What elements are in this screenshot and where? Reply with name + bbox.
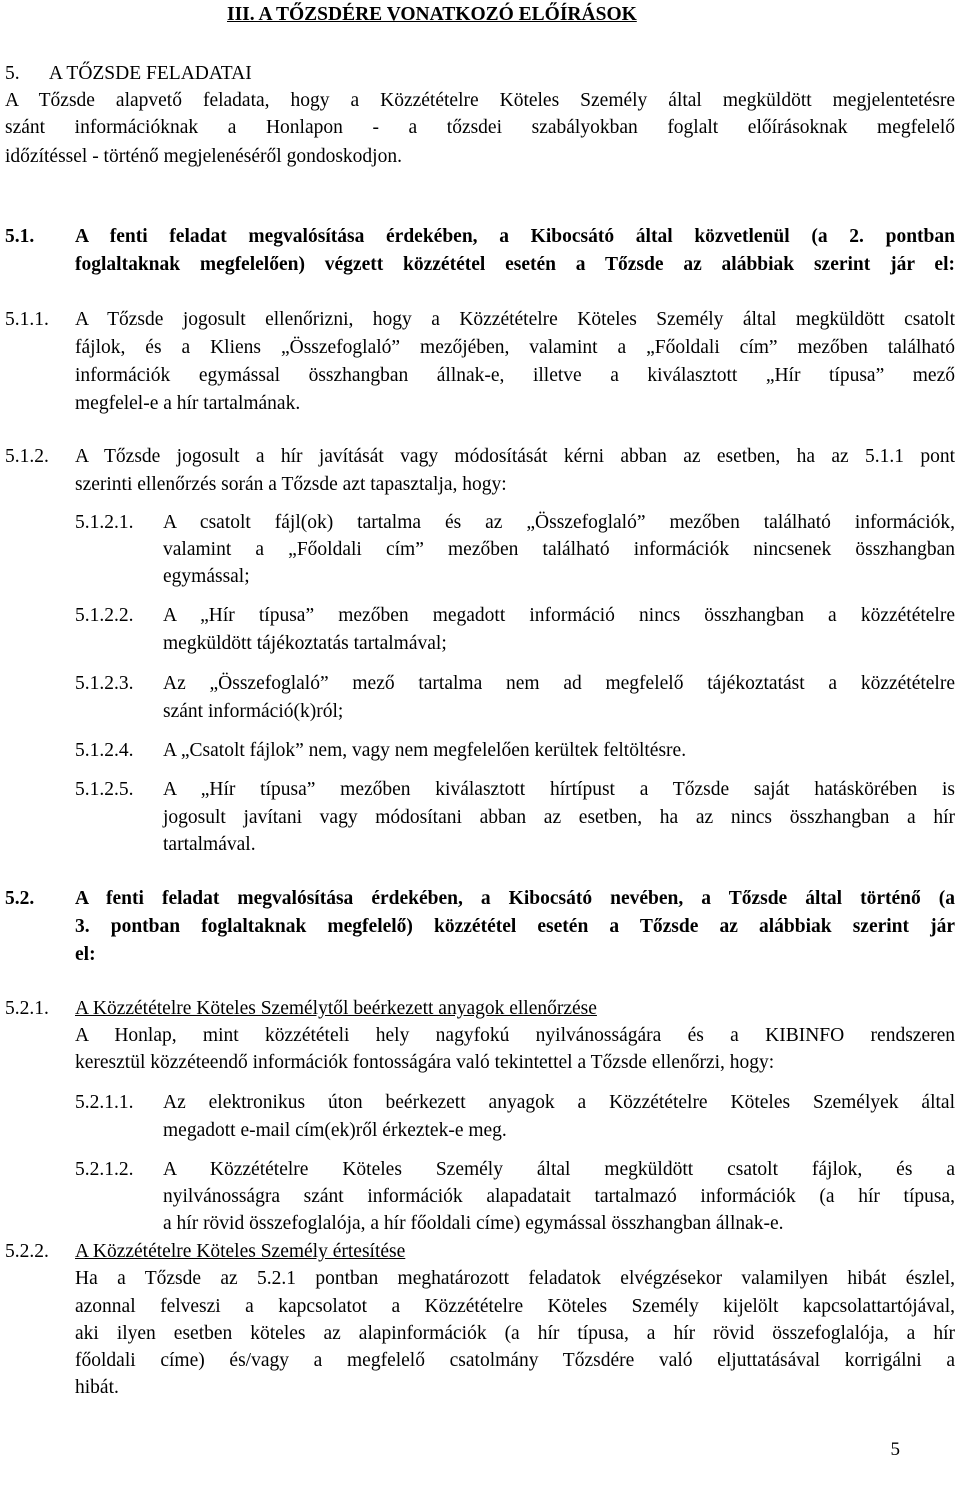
item-5-1-1-line-4: megfelel-e a hír tartalmának.: [75, 393, 301, 414]
item-5-1-2-1-number: 5.1.2.1.: [75, 512, 134, 533]
section-5-1-number: 5.1.: [5, 226, 35, 247]
item-5-2-2-line-3: aki ilyen esetben köteles az alapinformációk (a hír típusa, a hír rövid összefoglalója, a hír: [75, 1323, 955, 1344]
section-5-line-2: szánt információknak a Honlapon - a tőzsdei szabályokban foglalt előírásoknak megfelelő: [5, 117, 955, 138]
item-5-1-2-4-number: 5.1.2.4.: [75, 740, 134, 761]
item-5-2-1-1-number: 5.2.1.1.: [75, 1092, 134, 1113]
section-5-line-3: időzítéssel - történő megjelenéséről gondoskodjon.: [5, 146, 402, 167]
item-5-1-2-5-line-1: A „Hír típusa” mezőben kiválasztott hírtípust a Tőzsde saját hatáskörében is: [163, 779, 955, 800]
item-5-2-1-2-line-2: nyilvánosságra szánt információk alapadatait tartalmazó információk (a hír típusa,: [163, 1186, 955, 1207]
item-5-2-2-title: A Közzétételre Köteles Személy értesítése: [75, 1241, 406, 1262]
item-5-2-2-line-2: azonnal felveszi a kapcsolatot a Közzétételre Köteles Személy kijelölt kapcsolattartójával,: [75, 1296, 955, 1317]
item-5-1-2-3-line-1: Az „Összefoglaló” mező tartalma nem ad megfelelő tájékoztatást a közzétételre: [163, 673, 955, 694]
item-5-1-2-4-line-1: A „Csatolt fájlok” nem, vagy nem megfelelően kerültek feltöltésre.: [163, 740, 687, 761]
item-5-2-1-1-line-2: megadott e-mail cím(ek)ről érkeztek-e meg.: [163, 1120, 507, 1141]
item-5-1-2-2-line-1: A „Hír típusa” mezőben megadott információ nincs összhangban a közzétételre: [163, 605, 955, 626]
section-5-2-number: 5.2.: [5, 888, 35, 909]
section-5-2-line-3: el:: [75, 944, 96, 965]
item-5-1-1-line-1: A Tőzsde jogosult ellenőrizni, hogy a Közzétételre Köteles Személy által megküldött csatolt: [75, 309, 955, 330]
page-number: 5: [890, 1439, 900, 1460]
item-5-1-2-line-1: A Tőzsde jogosult a hír javítását vagy módosítását kérni abban az esetben, ha az 5.1.1 pont: [75, 446, 955, 467]
item-5-2-1-2-line-1: A Közzétételre Köteles Személy által megküldött csatolt fájlok, és a: [163, 1159, 955, 1180]
item-5-2-2-number: 5.2.2.: [5, 1241, 49, 1262]
item-5-1-2-number: 5.1.2.: [5, 446, 49, 467]
item-5-1-2-5-line-2: jogosult javítani vagy módosítani abban az esetben, ha az nincs összhangban a hír: [163, 807, 955, 828]
item-5-1-1-line-2: fájlok, és a Kliens „Összefoglaló” mezőjében, valamint a „Főoldali cím” mezőben található: [75, 337, 955, 358]
item-5-2-2-line-1: Ha a Tőzsde az 5.2.1 pontban meghatározott feladatok elvégzésekor valamilyen hibát észlel,: [75, 1268, 955, 1289]
item-5-1-2-3-number: 5.1.2.3.: [75, 673, 134, 694]
section-5-2-line-2: 3. pontban foglaltaknak megfelelő) közzététel esetén a Tőzsde az alábbiak szerint jár: [75, 916, 955, 937]
item-5-2-1-line-2: keresztül közzéteendő információk fontosságára való tekintettel a Tőzsde ellenőrzi, hogy:: [75, 1052, 775, 1073]
item-5-2-1-2-line-3: a hír rövid összefoglalója, a hír főoldali címe) egymással összhangban állnak-e.: [163, 1213, 784, 1234]
section-5-1-line-2: foglaltaknak megfelelően) végzett közzététel esetén a Tőzsde az alábbiak szerint jár el:: [75, 254, 955, 275]
item-5-2-2-line-4: főoldali címe) és/vagy a megfelelő csatolmány Tőzsdére való eljuttatásával korrigálni a: [75, 1350, 955, 1371]
item-5-1-2-1-line-3: egymással;: [163, 566, 250, 587]
item-5-1-2-5-line-3: tartalmával.: [163, 834, 256, 855]
item-5-2-1-number: 5.2.1.: [5, 998, 49, 1019]
item-5-1-1-line-3: információk egymással összhangban állnak-e, illetve a kiválasztott „Hír típusa” mező: [75, 365, 955, 386]
item-5-1-1-number: 5.1.1.: [5, 309, 49, 330]
item-5-1-2-2-line-2: megküldött tájékoztatás tartalmával;: [163, 633, 447, 654]
item-5-1-2-1-line-1: A csatolt fájl(ok) tartalma és az „Összefoglaló” mezőben található információk,: [163, 512, 955, 533]
section-5-heading: 5. A TŐZSDE FELADATAI: [5, 63, 252, 84]
item-5-2-1-1-line-1: Az elektronikus úton beérkezett anyagok a Közzétételre Köteles Személyek által: [163, 1092, 955, 1113]
section-5-line-1: A Tőzsde alapvető feladata, hogy a Közzétételre Köteles Személy által megküldött megjelentetésre: [5, 90, 955, 111]
item-5-1-2-5-number: 5.1.2.5.: [75, 779, 134, 800]
section-5-1-line-1: A fenti feladat megvalósítása érdekében, a Kibocsátó által közvetlenül (a 2. pontban: [75, 226, 955, 247]
item-5-1-2-line-2: szerinti ellenőrzés során a Tőzsde azt tapasztalja, hogy:: [75, 474, 507, 495]
section-5-2-line-1: A fenti feladat megvalósítása érdekében, a Kibocsátó nevében, a Tőzsde által történő (a: [75, 888, 955, 909]
item-5-2-1-title: A Közzétételre Köteles Személytől beérkezett anyagok ellenőrzése: [75, 998, 597, 1019]
item-5-2-2-line-5: hibát.: [75, 1377, 119, 1398]
item-5-1-2-2-number: 5.1.2.2.: [75, 605, 134, 626]
item-5-1-2-1-line-2: valamint a „Főoldali cím” mezőben található információk nincsenek összhangban: [163, 539, 955, 560]
item-5-2-1-line-1: A Honlap, mint közzétételi hely nagyfokú nyilvánosságára és a KIBINFO rendszeren: [75, 1025, 955, 1046]
item-5-2-1-2-number: 5.2.1.2.: [75, 1159, 134, 1180]
item-5-1-2-3-line-2: szánt információ(k)ról;: [163, 701, 344, 722]
chapter-heading: III. A TŐZSDÉRE VONATKOZÓ ELŐÍRÁSOK: [227, 4, 637, 25]
